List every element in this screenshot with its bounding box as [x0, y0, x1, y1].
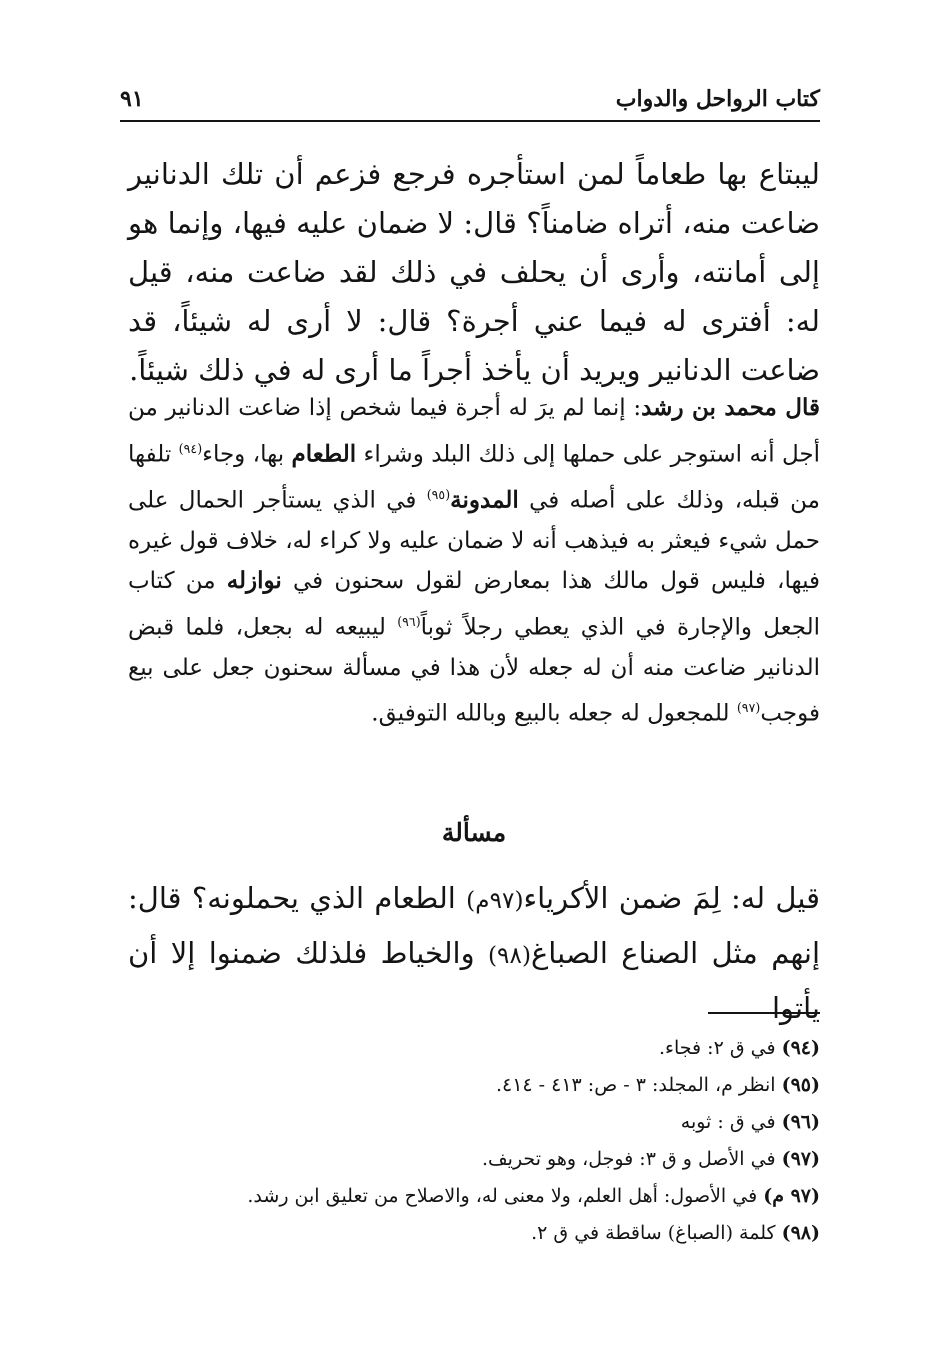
footnote: (٩٦) في ق : ثوبه — [680, 1111, 820, 1133]
footnote-ref-97m: (٩٧م) — [466, 887, 524, 914]
footnote: (٩٥) انظر م، المجلد: ٣ - ص: ٤١٣ - ٤١٤. — [495, 1074, 820, 1096]
running-title: كتاب الرواحل والدواب — [615, 86, 820, 112]
footnote-ref-98: (٩٨) — [487, 942, 531, 969]
footnotes — [128, 1030, 820, 1252]
footnote: (٩٧ م) في الأصول: أهل العلم، ولا معنى له، والاصلاح من تعليق ابن رشد. — [247, 1185, 820, 1207]
footnote-ref-97: (٩٧) — [736, 700, 761, 716]
footnote: (٩٤) في ق ٢: فجاء. — [659, 1037, 820, 1059]
footnote-ref-95: (٩٥) — [426, 486, 451, 502]
page-number: ٩١ — [120, 86, 144, 112]
footnote: (٩٧) في الأصل و ق ٣: فوجل، وهو تحريف. — [481, 1148, 820, 1170]
paragraph-new-question: قيل له: لِمَ ضمن الأكرياء(٩٧م) الطعام الذي يحملونه؟ قال: إنهم مثل الصناع الصباغ(٩٨) والخياط فلذلك ضمنوا إلا أن يأتوا — [128, 881, 820, 1025]
commentator-name: قال محمد بن رشد — [641, 394, 820, 421]
paragraph-question: ليبتاع بها طعاماً لمن استأجره فرجع فزعم أن تلك الدنانير ضاعت منه، أتراه ضامناً؟ قال: لا ضمان عليه فيها، وإنما هو إلى أمانته، وأرى أن يحلف في ذلك لقد ضاعت منه، قيل له: أفترى له فيما عني أجرة؟ قال: لا أرى له شيئاً، قد ضاعت الدنانير ويريد أن يأخذ أجراً ما أرى له في ذلك شيئاً. — [128, 157, 820, 387]
paragraph-commentary: قال محمد بن رشد: إنما لم يرَ له أجرة فيما شخص إذا ضاعت الدنانير من أجل أنه استوجر على حملها إلى ذلك البلد وشراء الطعام بها، وجاء$^{(٩٤)}$ تلفها من قبله، وذلك على أصله في المدونة$^{(٩٥)}$ في الذي يستأجر الحمال على حمل شيء فيعثر به فيذهب أنه لا ضمان عليه ولا كراء له، خلاف قول غيره فيها، فليس قول مالك هذا بمعارض لقول سحنون في نوازله من كتاب الجعل والإجارة في الذي يعطي رجلاً ثوباً$^{(٩٦)}$ ليبيعه له بجعل، فلما قبض الدنانير ضاعت منه أن له جعله لأن هذا في مسألة سحنون جعل على بيع فوجب$^{(٩٧)}$ للمجعول له جعله بالبيع وبالله التوفيق. — [128, 394, 821, 728]
section-heading: مسألة — [441, 818, 507, 847]
footnote-ref-96: (٩٦) — [397, 613, 421, 629]
page-header — [120, 84, 820, 122]
footnote-divider — [708, 1012, 820, 1014]
footnote: (٩٨) كلمة (الصباغ) ساقطة في ق ٢. — [531, 1222, 820, 1244]
footnote-ref-94: (٩٤) — [178, 440, 203, 456]
